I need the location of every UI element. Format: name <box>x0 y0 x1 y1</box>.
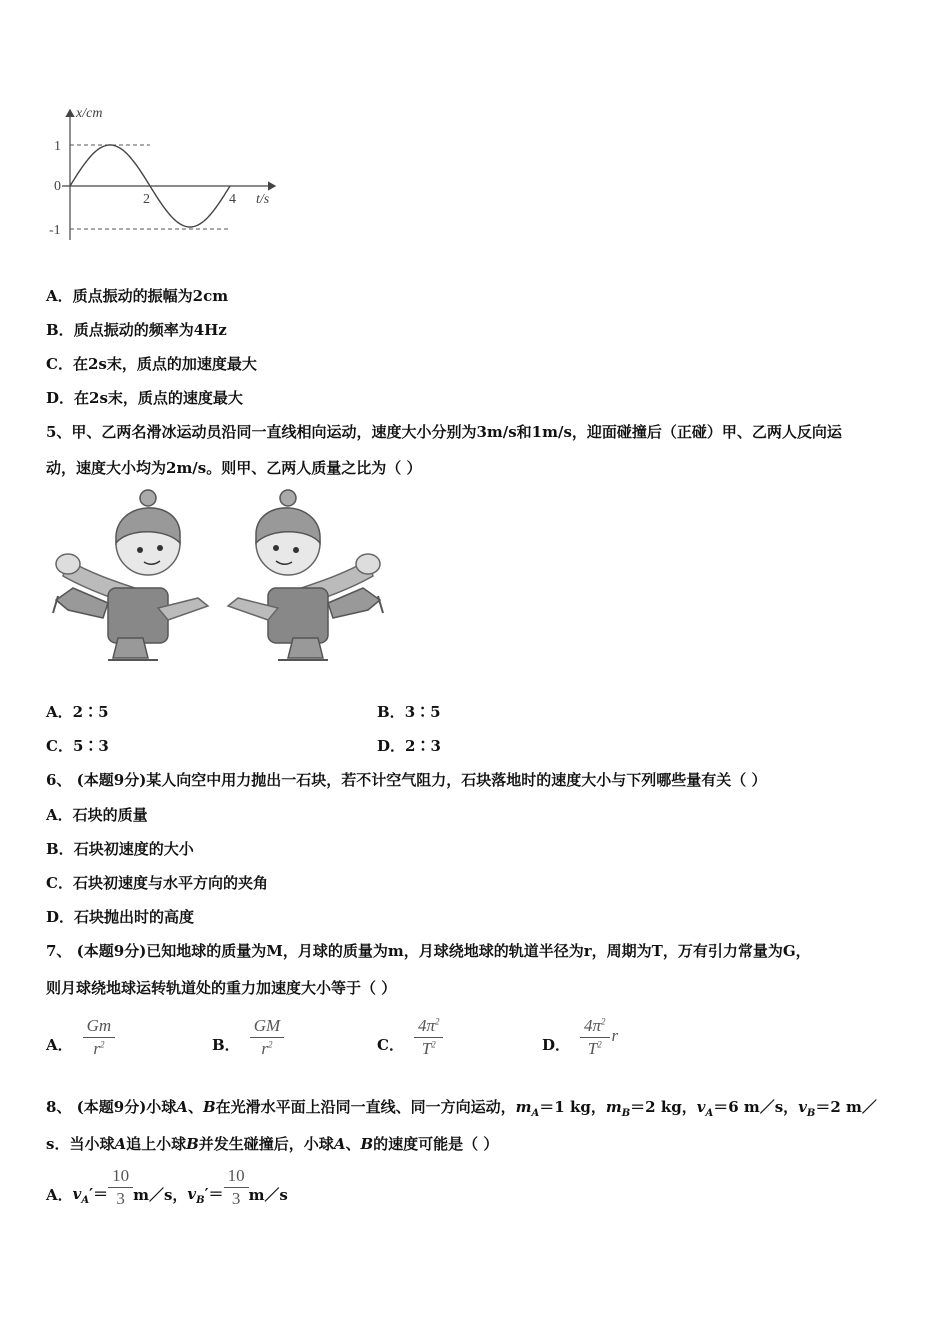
q5-option-c: C．5∶3 <box>46 737 109 755</box>
q7-option-b: B． $\frac{GM}{r^2}$ <box>212 1016 284 1059</box>
q7-option-d-fraction: $\frac{4\pi^2}{T^2}$ <box>580 1016 610 1059</box>
x-tick-2: 2 <box>143 192 150 207</box>
x-axis-label: t/s <box>256 192 270 207</box>
y-axis-label: x/cm <box>76 106 103 121</box>
q8-stem-line2: s．当小球A追上小球B并发生碰撞后，小球A、B的速度可能是（ ） <box>46 1135 499 1153</box>
skaters-illustration <box>48 488 388 673</box>
q7-option-a-fraction: $\frac{Gm}{r^2}$ <box>83 1016 116 1059</box>
q5-stem-line2: 动，速度大小均为2m/s。则甲、乙两人质量之比为（ ） <box>46 459 422 477</box>
q5-option-a: A．2∶5 <box>46 703 109 721</box>
y-tick-bottom: -1 <box>49 223 61 238</box>
q8-stem-line1: 8、 (本题9分)小球A、B在光滑水平面上沿同一直线、同一方向运动，$m_A=1$ kg，$m_B=2$ kg，$v_A=6$ m／s，$v_B=2$ m／ <box>46 1098 877 1119</box>
x-tick-4: 4 <box>229 192 236 207</box>
y-tick-top: 1 <box>54 139 61 154</box>
q4-option-a: A．质点振动的振幅为2cm <box>46 287 229 305</box>
q7-option-a: A． $\frac{Gm}{r^2}$ <box>46 1016 115 1059</box>
q6-option-d: D．石块抛出时的高度 <box>46 908 195 926</box>
q7-stem-line1: 7、 (本题9分)已知地球的质量为M，月球的质量为m，月球绕地球的轨道半径为r，周期为T，万有引力常量为G， <box>46 942 811 960</box>
q7-option-c: C． $\frac{4\pi^2}{T^2}$ <box>377 1016 443 1059</box>
q5-option-b: B．3∶5 <box>377 703 441 721</box>
q5-option-d: D．2∶3 <box>377 737 441 755</box>
displacement-time-graph <box>40 100 290 250</box>
q4-option-d: D．在2s末，质点的速度最大 <box>46 389 243 407</box>
q4-option-b: B．质点振动的频率为4Hz <box>46 321 227 339</box>
q7-stem-line2: 则月球绕地球运转轨道处的重力加速度大小等于（ ） <box>46 979 397 997</box>
q8-option-a-fraction-1: $\frac{10}{3}$ <box>108 1166 133 1209</box>
q6-option-b: B．石块初速度的大小 <box>46 840 194 858</box>
q6-option-c: C．石块初速度与水平方向的夹角 <box>46 874 268 892</box>
q7-option-b-fraction: $\frac{GM}{r^2}$ <box>250 1016 284 1059</box>
q7-option-d-suffix: r <box>611 1025 619 1045</box>
q4-option-c: C．在2s末，质点的加速度最大 <box>46 355 257 373</box>
q7-option-d: D． $\frac{4\pi^2}{T^2}$ r <box>542 1016 619 1058</box>
q8-option-a: A． $v_A'=$ $\frac{10}{3}$ m／s， $v_B'=$ $\frac{10}{3}$ m／s <box>46 1166 288 1208</box>
q6-stem: 6、 (本题9分)某人向空中用力抛出一石块，若不计空气阻力，石块落地时的速度大小与下列哪些量有关（ ） <box>46 771 767 789</box>
q5-stem-line1: 5、甲、乙两名滑冰运动员沿同一直线相向运动，速度大小分别为3m/s和1m/s，迎面碰撞后（正碰）甲、乙两人反向运 <box>46 423 842 441</box>
y-tick-zero: 0 <box>54 179 61 194</box>
q8-option-a-fraction-2: $\frac{10}{3}$ <box>224 1166 249 1209</box>
q6-option-a: A．石块的质量 <box>46 806 148 824</box>
q7-option-c-fraction: $\frac{4\pi^2}{T^2}$ <box>414 1016 444 1059</box>
